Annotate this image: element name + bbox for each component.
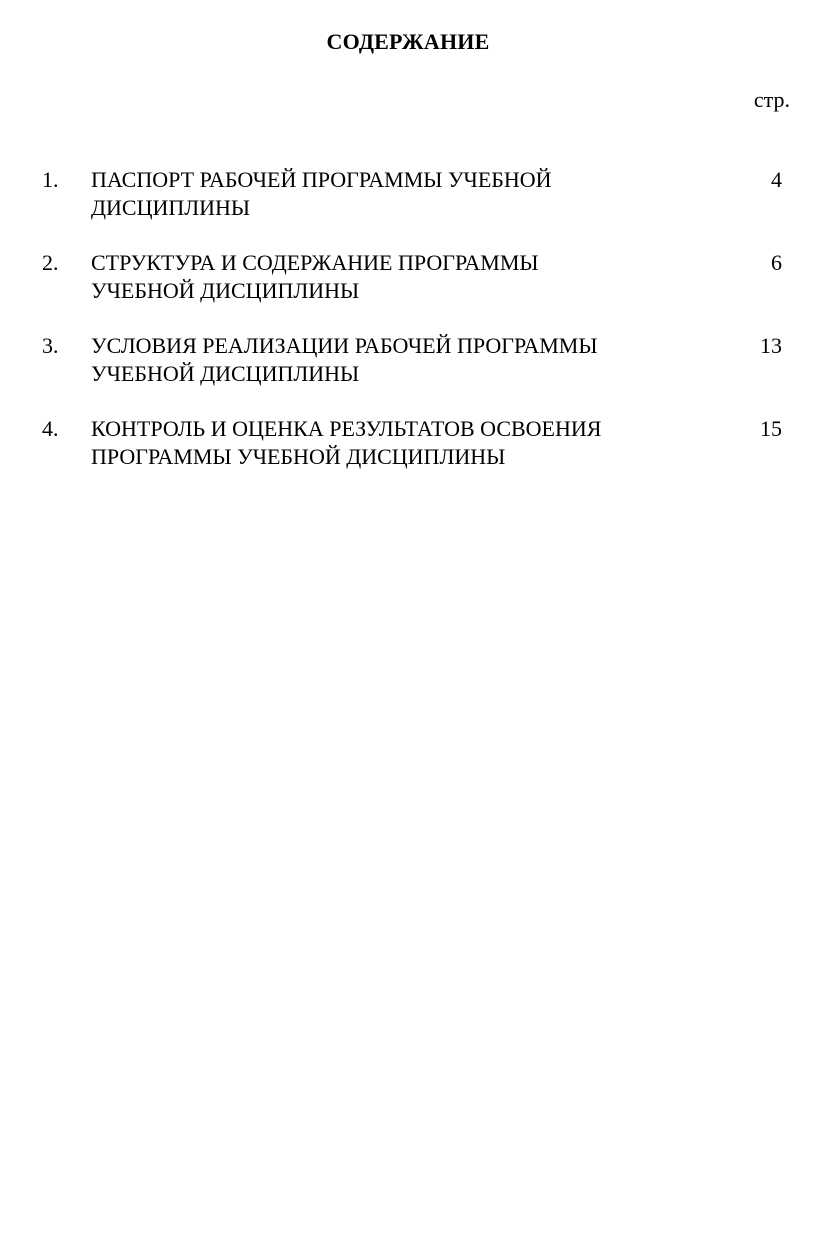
toc-entry-title-line: ПРОГРАММЫ УЧЕБНОЙ ДИСЦИПЛИНЫ	[91, 444, 506, 469]
toc-entry-3	[0, 332, 816, 415]
toc-entry-title-line: УЧЕБНОЙ ДИСЦИПЛИНЫ	[91, 361, 360, 386]
toc-entry-title-line: УЧЕБНОЙ ДИСЦИПЛИНЫ	[91, 278, 360, 303]
toc-entry-title-line: УСЛОВИЯ РЕАЛИЗАЦИИ РАБОЧЕЙ ПРОГРАММЫ	[91, 333, 598, 358]
toc-entry-number: 1.	[42, 167, 59, 192]
toc-entry-title-line: КОНТРОЛЬ И ОЦЕНКА РЕЗУЛЬТАТОВ ОСВОЕНИЯ	[91, 416, 602, 441]
toc-entry-number: 4.	[42, 416, 59, 441]
toc-entry-title	[91, 332, 681, 388]
toc-entry-page: 4	[771, 167, 782, 192]
toc-entry-title	[91, 166, 681, 222]
toc-entry-number: 3.	[42, 333, 59, 358]
toc-entry-title	[91, 415, 681, 471]
toc-entry-title-line: СТРУКТУРА И СОДЕРЖАНИЕ ПРОГРАММЫ	[91, 250, 539, 275]
page-title: СОДЕРЖАНИЕ	[326, 29, 490, 54]
toc-entry-title-line: ПАСПОРТ РАБОЧЕЙ ПРОГРАММЫ УЧЕБНОЙ	[91, 167, 552, 192]
toc-entry-page: 15	[760, 416, 782, 441]
toc-entry-title-line: ДИСЦИПЛИНЫ	[91, 195, 251, 220]
toc-entry-4	[0, 415, 816, 498]
toc-entry-number: 2.	[42, 250, 59, 275]
page-column-label: стр.	[753, 87, 790, 112]
toc-entry-page: 13	[760, 333, 782, 358]
toc-entry-1	[0, 166, 816, 249]
table-of-contents	[0, 166, 816, 498]
toc-entry-2	[0, 249, 816, 332]
toc-entry-page: 6	[771, 250, 782, 275]
toc-entry-title	[91, 249, 681, 305]
